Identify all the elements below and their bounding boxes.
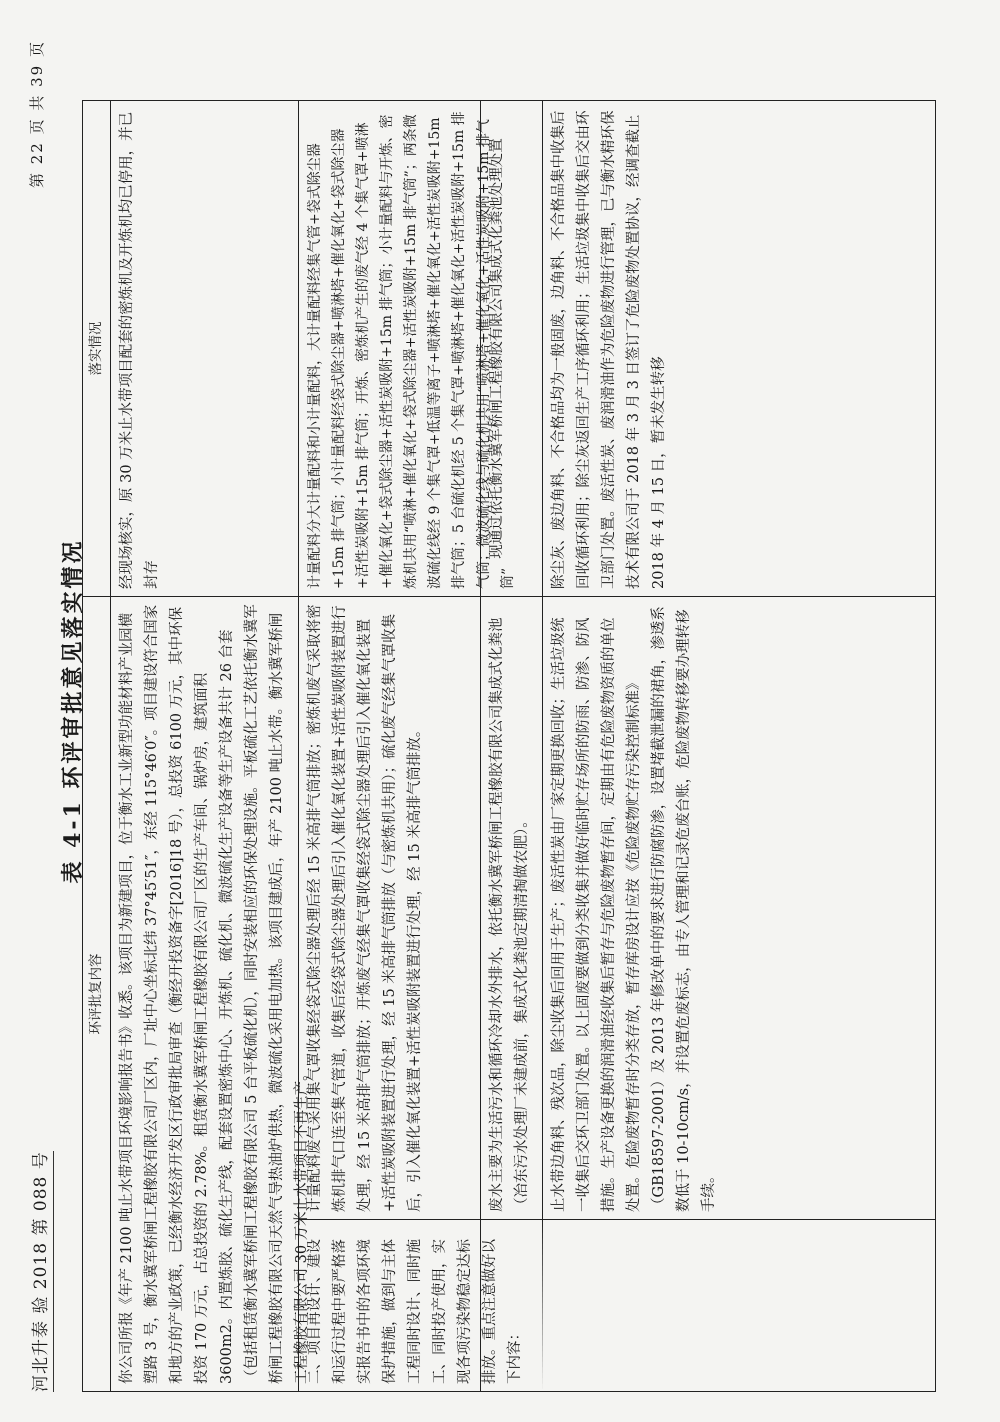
table-caption: 表 4-1 环评审批意见落实情况 (60, 538, 86, 884)
page-info: 第 22 页 共 39 页 (28, 40, 46, 189)
approval-content: 止水带边角料、残次品，除尘收集后回用于生产；废活性炭由厂家定期更换回收；生活垃圾统一收集后交环卫部门处置。以上固废要做到分类收集并做好临时贮存场所的防雨、防渗、防风措施。生产设备更换的润滑油经收集后暂存与危险废物暂存间，定期由有危险废物资质的单位处置。危险废物暂存时分类存放，暂存库房设计应按《危险废物贮存污染控制标准》（GB18597-2001）及 2013 年修改单中的要求进行防腐防渗，设置堵截泄漏的裙角，渗透系数低于 10-10cm/s，并设置危废标志，由专人管理和记录危废台账，危险废物转移要办理转移手续。 (543, 596, 935, 1219)
table-row (543, 101, 935, 1391)
table-row (481, 101, 543, 1391)
approval-content: 计量配料废气采用集气罩收集经袋式除尘器处理后经 15 米高排气筒排放；密炼机废气采取将密炼机排气口连至集气管道，收集后经袋式除尘器处理后引入催化氧化装置+活性炭吸附装置进行处理，经 15 米高排气筒排放；开炼废气经集气罩收集经袋式除尘器处理后引入催化氧化装置+活性炭吸附装置进行处理，经 15 米高排气筒排放（与密炼机共用）；硫化废气经集气罩收集后，引入催化氧化装置+活性炭吸附装置进行处理，经 15 米高排气筒排放。 (299, 596, 480, 1219)
column-header-status: 落实情况 (88, 321, 104, 376)
approval-content: 你公司所报《年产 2100 吨止水带项目环境影响报告书》收悉。该项目为新建项目，位于衡水工业新型功能材料产业园横塑路 3 号，衡水冀军桥闸工程橡胶有限公司厂区内，厂址中心坐标北纬 37°45′51″，东经 115°46′0″。项目建设符合国家和地方的产业政策，已经衡水经济开发区行政审批局审查（衡经开投资备字[2016]18 号），总投资 6100 万元，其中环保投资 170 万元，占总投资的 2.78%。租赁衡水冀军桥闸工程橡胶有限公司厂区的生产车间、锅炉房，建筑面积 3600m2。内置炼胶、硫化生产线，配套设置密炼中心、开炼机、硫化机、微波硫化生产设备等生产设备共计 26 台套（包括租赁衡水冀军桥闸工程橡胶有限公司 5 台平板硫化机），同时安装相应的环保处理设施。平板硫化工艺依托衡水冀军桥闸工程橡胶有限公司天然气导热油炉供热，微波硫化采用电加热。该项目建成后，年产 2100 吨止水带。衡水冀军桥闸工程橡胶有限公司 30 万米止水带项目不再生产。 (111, 596, 298, 1391)
status-content: 经现场核实，原 30 万米止水带项目配套的密炼机及开炼机均已停用，并已封存 (119, 111, 160, 589)
status-content: 现通过依托衡水冀军桥闸工程橡胶有限公司集成式化粪池处理处置 (489, 138, 505, 559)
column-header-approval: 环评批复内容 (83, 596, 110, 1391)
requirement-label: 二、项目再设计、建设和运行过程中要严格落实报告书中的各项环境保护措施，做到与主体工程同时设计、同时施工、同时投产使用，实现各项污染物稳定达标排放。重点注意做好以下内容： (299, 1219, 935, 1391)
approval-content: 废水主要为生活污水和循环冷却水外排水，依托衡水冀军桥闸工程橡胶有限公司集成式化粪池（冶东污水处理厂未建成前，集成式化粪池定期清掏做农肥）。 (481, 596, 542, 1219)
status-content: 除尘灰、废边角料、不合格品均为一般固废，边角料、不合格品集中收集后回收循环利用；除尘灰返回生产工序循环利用；生活垃圾集中收集后交由环卫部门处置。废活性炭、废润滑油作为危险废物进行管理，已与衡水精环保技术有限公司于 2018 年 3 月 3 日签订了危险废物处置协议，经调查截止 2018 年 4 月 15 日，暂未发生转移 (551, 110, 667, 589)
status-content: 计量配料分大计量配料和小计量配料，大计量配料经集气管+袋式除尘器+15m 排气筒；小计量配料经袋式除尘器+喷淋塔+催化氧化+袋式除尘器+活性炭吸附+15m 排气筒；开炼、密炼机产生的废气经 4 个集气罩+喷淋+催化氧化+袋式除尘器+活性炭吸附+15m 排气筒；小计量配料与开炼、密炼机共用“喷淋+催化氧化+袋式除尘器+活性炭吸附+15m 排气筒”；两条微波硫化线经 9 个集气罩+低温等离子+喷淋塔+催化氧化+活性炭吸附+15m 排气筒；5 台硫化机经 5 个集气罩+喷淋塔+催化氧化+活性炭吸附+15m 排气筒；微波硫化线与硫化机共用“喷淋塔+催化氧化+活性炭吸附+15m 排气筒” (307, 111, 516, 589)
table-header-row (83, 101, 111, 1391)
approval-table (82, 100, 936, 1392)
table-row (111, 101, 310, 1391)
doc-number: 河北升泰 验 2018 第 088 号 (26, 1151, 54, 1392)
